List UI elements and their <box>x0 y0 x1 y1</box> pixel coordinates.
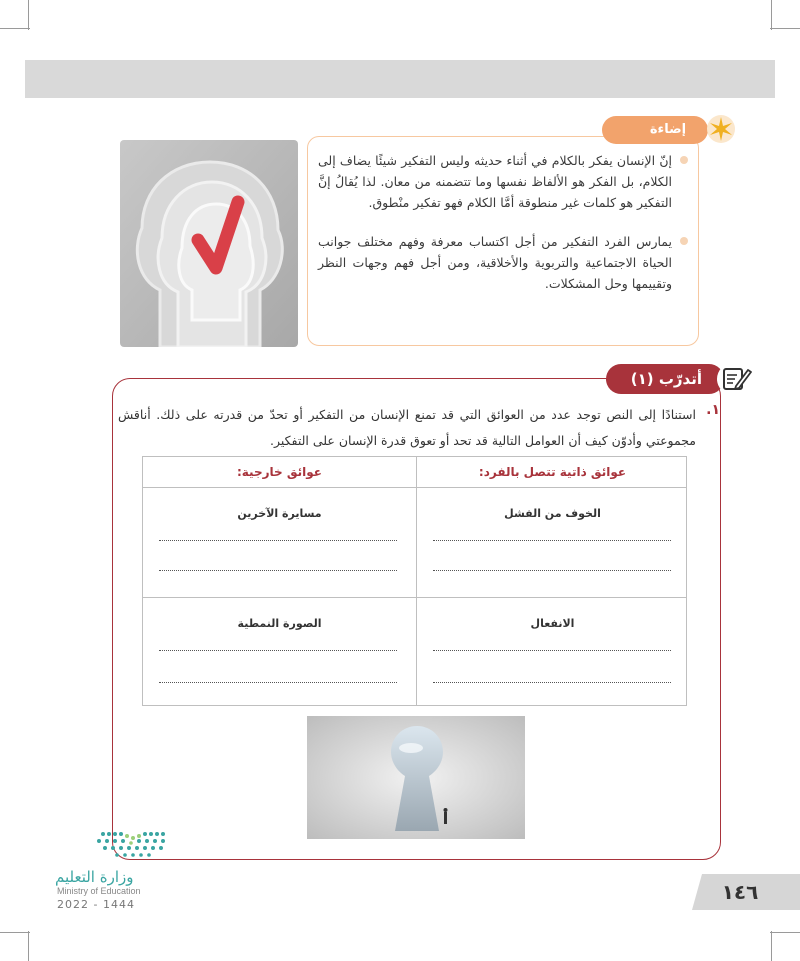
question-number: ١. <box>706 402 720 418</box>
answer-line[interactable] <box>433 649 671 651</box>
insight-paragraph <box>318 231 688 294</box>
head-checkmark-image <box>120 140 298 347</box>
ministry-name-english: Ministry of Education <box>57 886 141 896</box>
crop-mark <box>771 931 772 961</box>
pencil-notebook-icon <box>716 362 754 396</box>
obstacles-table <box>142 456 687 706</box>
table-divider <box>416 457 417 705</box>
insight-text-1: إنّ الإنسان يفكر بالكلام في أثناء حديثه وليس التفكير شيئًا يضاف إلى الكلام، بل الفكر هو الألفاظ نفسها وما تتضمنه من معان. لذا يُقالُ إنَّ التفكير هو كلمات غير منطوقة أمَّا الكلام فهو تفكير منْطوق. <box>318 153 672 210</box>
crop-mark <box>28 931 29 961</box>
keyhole-image <box>307 716 525 839</box>
exercise-tab <box>606 364 724 394</box>
insight-paragraph <box>318 150 688 213</box>
insight-title: إضاءة <box>649 122 687 137</box>
bullet-icon <box>680 156 688 164</box>
answer-line[interactable] <box>159 539 397 541</box>
cell-conformity: مسايرة الآخرين <box>237 507 322 520</box>
crop-mark <box>28 0 29 30</box>
table-divider <box>143 487 686 488</box>
cell-emotion: الانفعال <box>530 617 575 630</box>
header-band <box>25 60 775 98</box>
answer-line[interactable] <box>433 569 671 571</box>
crop-mark <box>771 0 772 30</box>
header-external-obstacles: عوائق خارجية: <box>236 465 323 479</box>
page-number: ١٤٦ <box>721 880 759 904</box>
answer-line[interactable] <box>433 681 671 683</box>
crop-mark <box>0 28 30 29</box>
answer-line[interactable] <box>159 649 397 651</box>
insight-text-2: يمارس الفرد التفكير من أجل اكتساب معرفة وفهم مختلف جوانب الحياة الاجتماعية والتربوية والأخلاقية، ومن أجل فهم وجهات النظر وتقييمها وحل المشكلات. <box>318 234 672 291</box>
cell-fear-of-failure: الخوف من الفشل <box>504 507 601 520</box>
ministry-name-arabic: وزارة التعليم <box>55 868 134 886</box>
bullet-icon <box>680 237 688 245</box>
sparkle-icon <box>706 114 736 144</box>
ministry-logo <box>55 828 190 868</box>
table-divider <box>143 597 686 598</box>
answer-line[interactable] <box>433 539 671 541</box>
crop-mark <box>0 932 30 933</box>
insight-body <box>318 150 688 312</box>
question-text: استنادًا إلى النص توجد عدد من العوائق التي قد تمنع الإنسان من التفكير أو تحدّ من قدرته على ذلك. أناقش مجموعتي وأدوّن كيف أن العوامل التالية قد تحد أو تعوق قدرة الإنسان على التفكير. <box>118 407 696 448</box>
header-internal-obstacles: عوائق ذاتية تتصل بالفرد: <box>478 465 627 479</box>
exercise-title: أتدرّب (١) <box>630 370 702 388</box>
answer-line[interactable] <box>159 681 397 683</box>
crop-mark <box>770 28 800 29</box>
cell-stereotype: الصورة النمطية <box>237 617 322 630</box>
edition-year: 2022 - 1444 <box>57 898 135 911</box>
insight-tab <box>602 116 708 144</box>
answer-line[interactable] <box>159 569 397 571</box>
crop-mark <box>770 932 800 933</box>
